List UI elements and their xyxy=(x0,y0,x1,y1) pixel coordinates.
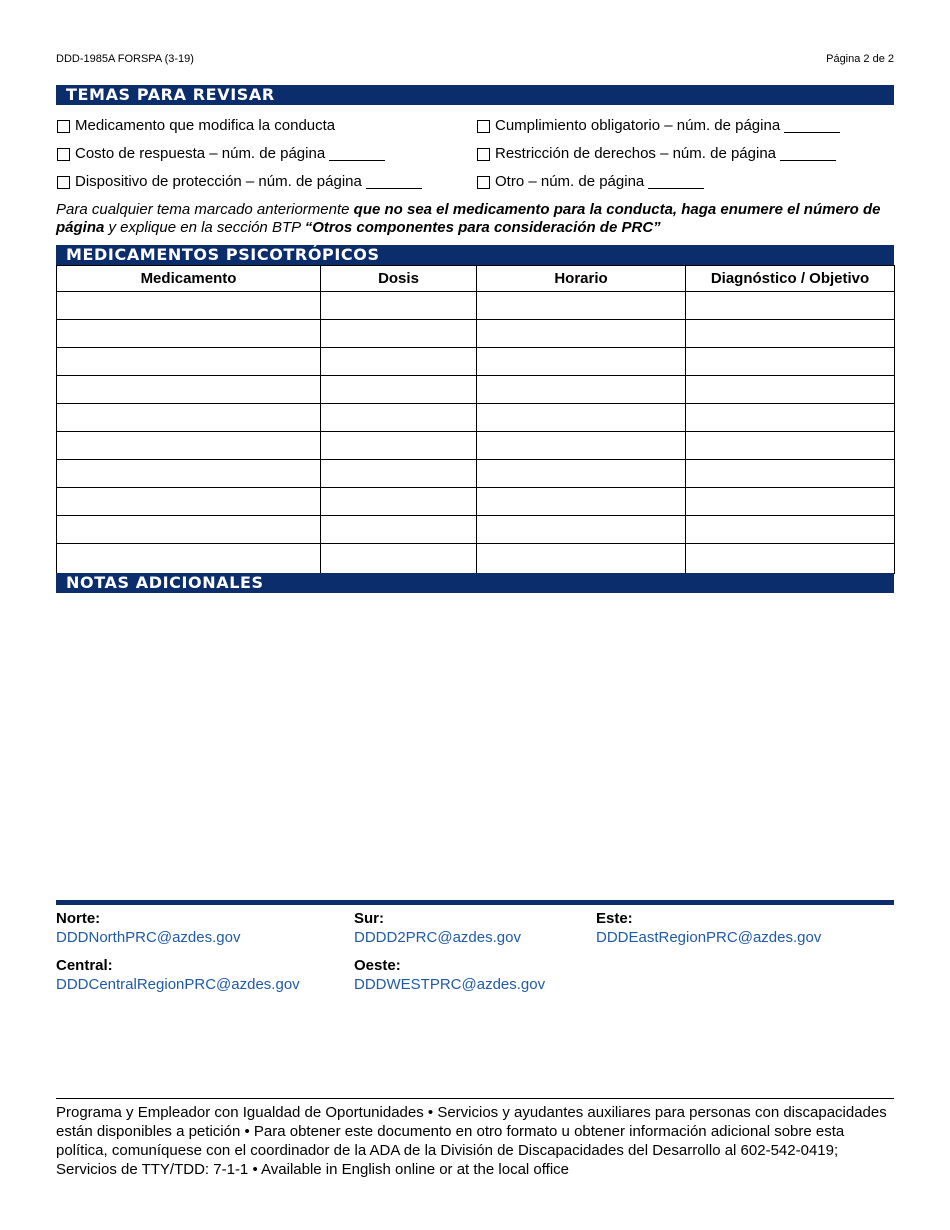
table-row xyxy=(57,376,895,404)
contact-label: Norte: xyxy=(56,910,101,927)
medications-section-title: MEDICAMENTOS PSICOTRÓPICOS xyxy=(56,245,894,265)
footer-divider xyxy=(56,1098,894,1099)
instructions-part2: que no sea el medicamento para la conducta, haga enumere el número de página xyxy=(56,201,881,236)
table-cell[interactable] xyxy=(686,544,895,574)
table-cell[interactable] xyxy=(321,292,477,320)
table-cell[interactable] xyxy=(477,320,686,348)
contacts-divider xyxy=(56,900,894,905)
table-cell[interactable] xyxy=(57,460,321,488)
contact-east xyxy=(596,909,821,947)
contact-label: Este: xyxy=(596,910,633,927)
topic-label: Dispositivo de protección – núm. de página xyxy=(75,173,362,190)
footer-text: Programa y Empleador con Igualdad de Oportunidades • Servicios y ayudantes auxiliares para personas con discapacidades están disponibles a petición • Para obtener este documento en otro formato u obtener información adicional sobre esta política, comuníquese con el coordinador de la ADA de la División de Discapacidades del Desarrollo al 602-542-0419; Servicios de TTY/TDD: 7-1-1 • Available in English online or at the local office xyxy=(56,1104,887,1178)
table-cell[interactable] xyxy=(57,320,321,348)
contact-label: Oeste: xyxy=(354,957,401,974)
table-cell[interactable] xyxy=(686,516,895,544)
table-cell[interactable] xyxy=(57,292,321,320)
checkbox[interactable] xyxy=(477,176,490,189)
contact-south xyxy=(354,909,521,947)
contact-label: Sur: xyxy=(354,910,384,927)
column-header-medication: Medicamento xyxy=(57,266,321,292)
table-row xyxy=(57,432,895,460)
table-row xyxy=(57,516,895,544)
table-cell[interactable] xyxy=(686,432,895,460)
column-header-schedule: Horario xyxy=(477,266,686,292)
table-cell[interactable] xyxy=(477,292,686,320)
table-row xyxy=(57,292,895,320)
topic-other[interactable] xyxy=(477,173,704,191)
contact-email[interactable]: DDDCentralRegionPRC@azdes.gov xyxy=(56,976,300,993)
table-cell[interactable] xyxy=(321,320,477,348)
table-cell[interactable] xyxy=(57,432,321,460)
table-cell[interactable] xyxy=(686,460,895,488)
contact-central xyxy=(56,956,300,994)
topic-label: Costo de respuesta – núm. de página xyxy=(75,145,326,162)
instructions-part4: “Otros componentes para consideración de PRC” xyxy=(304,219,661,236)
table-row xyxy=(57,404,895,432)
contact-west xyxy=(354,956,545,994)
table-cell[interactable] xyxy=(477,516,686,544)
column-header-dose: Dosis xyxy=(321,266,477,292)
topic-mandatory-compliance[interactable] xyxy=(477,117,840,135)
notes-section-title: NOTAS ADICIONALES xyxy=(56,573,894,593)
table-row xyxy=(57,460,895,488)
table-cell[interactable] xyxy=(686,348,895,376)
table-cell[interactable] xyxy=(477,348,686,376)
topic-label: Restricción de derechos – núm. de página xyxy=(495,145,777,162)
topic-label: Medicamento que modifica la conducta xyxy=(75,117,336,134)
table-cell[interactable] xyxy=(321,544,477,574)
table-cell[interactable] xyxy=(57,348,321,376)
form-id: DDD-1985A FORSPA (3-19) xyxy=(56,53,194,65)
page-number-field[interactable] xyxy=(648,176,704,189)
table-cell[interactable] xyxy=(477,460,686,488)
table-cell[interactable] xyxy=(57,404,321,432)
page-number-field[interactable] xyxy=(329,148,385,161)
table-cell[interactable] xyxy=(321,516,477,544)
topic-behavior-medication[interactable] xyxy=(57,117,335,135)
contact-email[interactable]: DDDNorthPRC@azdes.gov xyxy=(56,929,241,946)
table-cell[interactable] xyxy=(321,404,477,432)
page-number-field[interactable] xyxy=(780,148,836,161)
topics-section-title: TEMAS PARA REVISAR xyxy=(56,85,894,105)
checkbox[interactable] xyxy=(477,120,490,133)
page-number-field[interactable] xyxy=(366,176,422,189)
page-number-field[interactable] xyxy=(784,120,840,133)
topic-protective-device[interactable] xyxy=(57,173,422,191)
topic-response-cost[interactable] xyxy=(57,145,385,163)
table-row xyxy=(57,544,895,574)
table-cell[interactable] xyxy=(57,376,321,404)
contact-email[interactable]: DDDEastRegionPRC@azdes.gov xyxy=(596,929,822,946)
table-cell[interactable] xyxy=(477,488,686,516)
contact-email[interactable]: DDDD2PRC@azdes.gov xyxy=(354,929,521,946)
checkbox[interactable] xyxy=(57,176,70,189)
table-cell[interactable] xyxy=(57,516,321,544)
table-cell[interactable] xyxy=(57,544,321,574)
notes-area[interactable] xyxy=(56,595,894,895)
instructions-part3: y explique en la sección BTP xyxy=(104,219,305,236)
table-cell[interactable] xyxy=(686,292,895,320)
table-header-row xyxy=(57,266,895,292)
table-row xyxy=(57,488,895,516)
contact-label: Central: xyxy=(56,957,113,974)
topic-label: Otro – núm. de página xyxy=(495,173,645,190)
table-cell[interactable] xyxy=(686,404,895,432)
table-cell[interactable] xyxy=(477,544,686,574)
contact-email[interactable]: DDDWESTPRC@azdes.gov xyxy=(354,976,546,993)
topic-rights-restriction[interactable] xyxy=(477,145,836,163)
checkbox[interactable] xyxy=(57,148,70,161)
table-cell[interactable] xyxy=(321,348,477,376)
medications-table xyxy=(56,265,895,574)
instructions xyxy=(56,201,901,237)
table-cell[interactable] xyxy=(321,432,477,460)
table-row xyxy=(57,320,895,348)
table-cell[interactable] xyxy=(321,376,477,404)
table-row xyxy=(57,348,895,376)
table-cell[interactable] xyxy=(686,488,895,516)
table-cell[interactable] xyxy=(321,460,477,488)
column-header-diagnosis: Diagnóstico / Objetivo xyxy=(686,266,895,292)
page-number: Página 2 de 2 xyxy=(826,53,894,65)
table-cell[interactable] xyxy=(477,404,686,432)
checkbox[interactable] xyxy=(57,120,70,133)
table-cell[interactable] xyxy=(477,376,686,404)
table-cell[interactable] xyxy=(57,488,321,516)
table-cell[interactable] xyxy=(686,376,895,404)
instructions-part1: Para cualquier tema marcado anteriormente xyxy=(56,201,354,218)
table-cell[interactable] xyxy=(321,488,477,516)
medications-table-body xyxy=(57,292,895,574)
table-cell[interactable] xyxy=(477,432,686,460)
contact-north xyxy=(56,909,240,947)
table-cell[interactable] xyxy=(686,320,895,348)
checkbox[interactable] xyxy=(477,148,490,161)
topic-label: Cumplimiento obligatorio – núm. de página xyxy=(495,117,781,134)
